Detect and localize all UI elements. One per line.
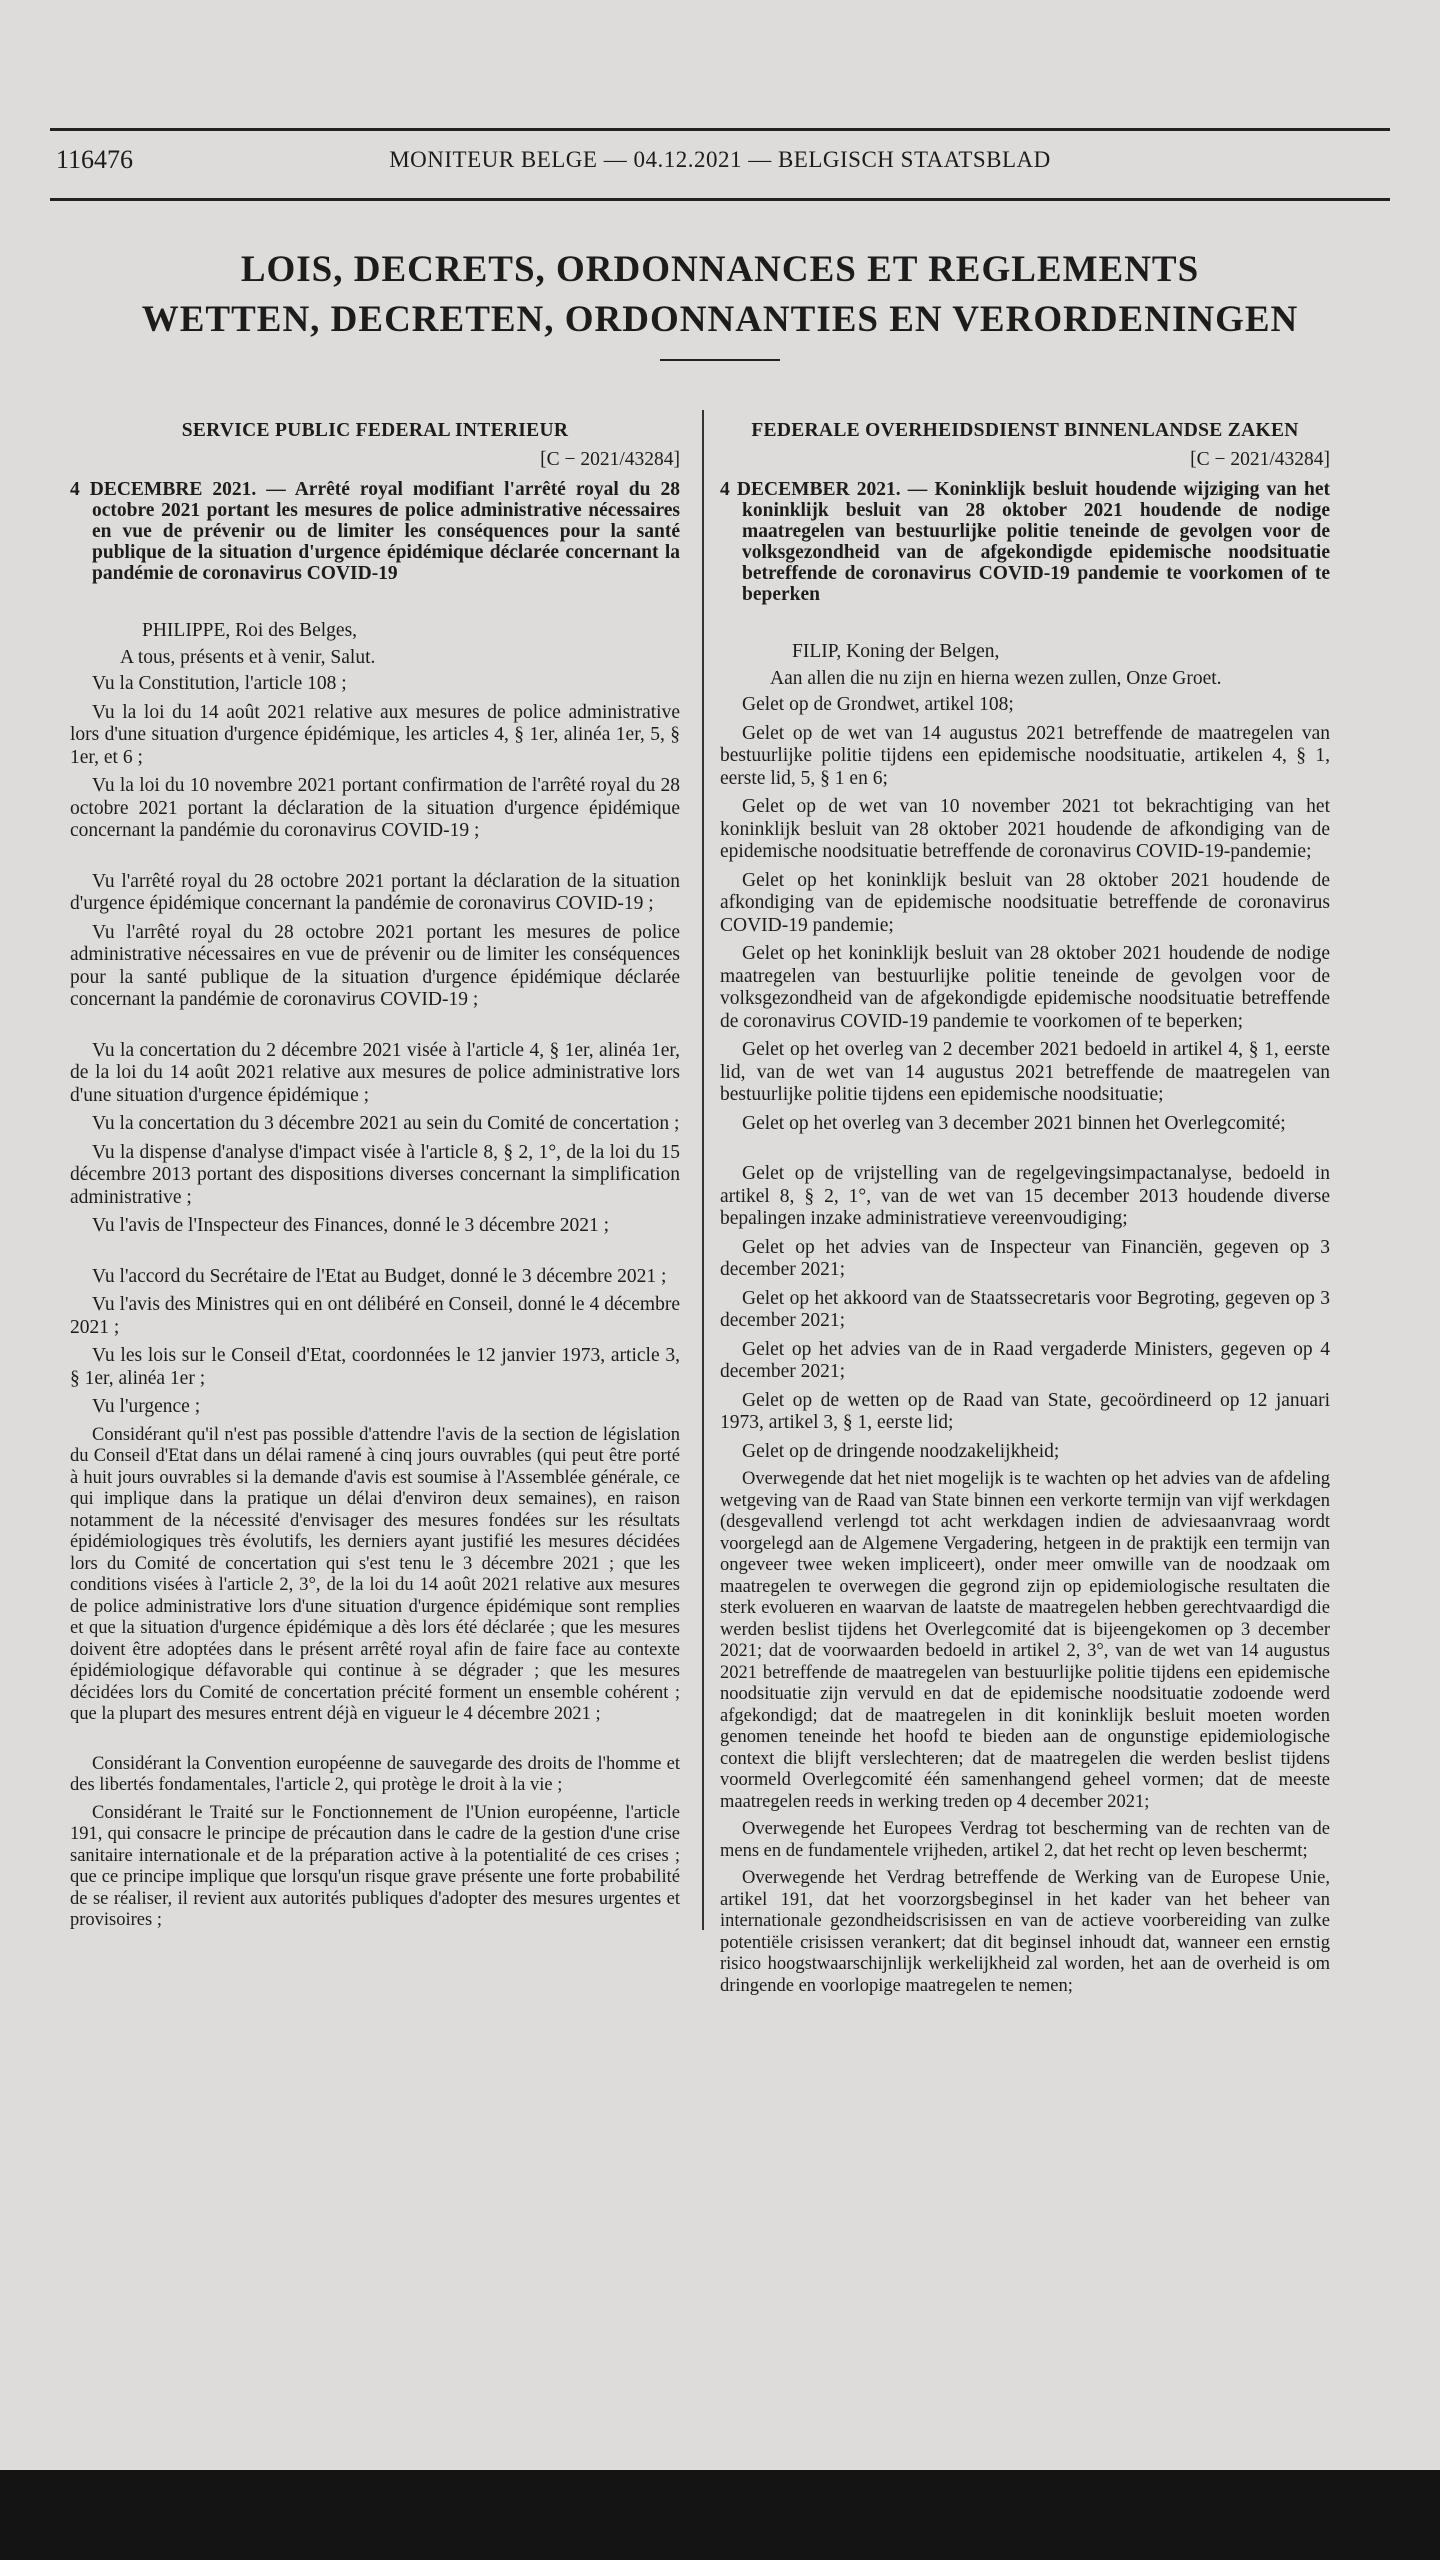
paragraph-nl: Overwegende dat het niet mogelijk is te wachten op het advies van de afdeling wetgeving van de Raad van State binnen een verkorte termijn van vijf werkdagen (desgevallend verlengd tot acht werkdagen indien de adviesaanvraag wordt voorgelegd aan de Algemene Vergadering, hetgeen in de praktijk een termijn van ongeveer twee weken impliceert), onder meer omwille van de noodzaak om maatregelen te overwegen die gegrond zijn op epidemiologische resultaten die sterk evolueren en waarvan de laatste de maatregelen hebben gerechtvaardigd die werden beslist tijdens het Overlegcomité dat is bijeengekomen op 3 december 2021; dat de voorwaarden bedoeld in artikel 2, 3°, van de wet van 14 augustus 2021 betreffende de maatregelen van bestuurlijke politie tijdens een epidemische noodsituatie zijn vervuld en dat de epidemische noodsituatie zodoende werd afgekondigd; dat de maatregelen in dit koninklijk besluit moeten worden genomen teneinde het hoofd te bieden aan de ongunstige epidemiologische context die blijft verslechteren; dat de maatregelen die werden beslist tijdens voormeld Overlegcomité één samenhangend geheel vormen; dat de meeste maatregelen reeds in werking treden op 4 december 2021; [720,1469,1330,1812]
king-nl: FILIP, Koning der Belgen, [792,641,1000,662]
title-nl: WETTEN, DECRETEN, ORDONNANTIES EN VERORDENINGEN [141,299,1299,340]
page-header [50,145,1390,185]
columns [70,410,1370,2410]
paragraph-nl: Gelet op het advies van de Inspecteur van Financiën, gegeven op 3 december 2021; [720,1236,1330,1280]
paragraph-nl: Gelet op de wetten op de Raad van State, gecoördineerd op 12 januari 1973, artikel 3, § 1, eerste lid; [720,1389,1330,1433]
paragraph-fr: Vu l'arrêté royal du 28 octobre 2021 portant la déclaration de la situation d'urgence épidémique concernant la pandémie de coronavirus COVID-19 ; [70,870,680,914]
department-fr: SERVICE PUBLIC FEDERAL INTERIEUR [181,420,569,441]
paragraph-fr: Vu l'avis des Ministres qui en ont délibéré en Conseil, donné le 4 décembre 2021 ; [70,1294,680,1338]
reference-fr: [C − 2021/43284] [540,448,680,470]
column-french [70,410,680,1938]
paragraph-nl: Gelet op het overleg van 2 december 2021 bedoeld in artikel 4, § 1, eerste lid, van de wet van 14 augustus 2021 betreffende de maatregelen van bestuurlijke politie tijdens een epidemische noodsituatie; [720,1039,1330,1105]
paragraph-nl: Gelet op de dringende noodzakelijkheid; [742,1440,1060,1462]
greeting-nl: Aan allen die nu zijn en hierna wezen zullen, Onze Groet. [770,667,1222,689]
paragraph-nl: Overwegende het Europees Verdrag tot bescherming van de rechten van de mens en de fundamentele vrijheden, artikel 2, dat het recht op leven beschermt; [720,1819,1330,1861]
paragraph-fr: Considérant le Traité sur le Fonctionnement de l'Union européenne, l'article 191, qui consacre le principe de précaution dans le cadre de la gestion d'une crise sanitaire internationale et de la préparation active à la potentialité de ces crises ; que ce principe implique que lorsqu'un risque grave présente une forte probabilité de se réaliser, il revient aux autorités publiques d'adopter des mesures urgentes et provisoires ; [70,1802,680,1930]
greeting-fr: A tous, présents et à venir, Salut. [120,646,376,668]
paragraph-fr: Vu l'avis de l'Inspecteur des Finances, donné le 3 décembre 2021 ; [92,1215,610,1236]
paragraph-fr: Vu l'accord du Secrétaire de l'Etat au Budget, donné le 3 décembre 2021 ; [92,1265,667,1287]
page-number: 116476 [56,145,134,174]
paragraph-fr: Vu la loi du 14 août 2021 relative aux mesures de police administrative lors d'une situation d'urgence épidémique, les articles 4, § 1er, alinéa 1er, 5, § 1er, et 6 ; [70,701,680,768]
paragraph-nl: Gelet op de wet van 14 augustus 2021 betreffende de maatregelen van bestuurlijke politie tijdens een epidemische noodsituatie, artikelen 4, § 1, eerste lid, 5, § 1 en 6; [720,722,1330,789]
paragraph-nl: Gelet op de Grondwet, artikel 108; [742,694,1014,715]
section-titles [50,245,1390,361]
paragraph-nl: Gelet op de wet van 10 november 2021 tot bekrachtiging van het koninklijk besluit van 28 oktober 2021 houdende de afkondiging van de epidemische noodsituatie betreffende de coronavirus COVID-19-pandemie; [720,796,1330,862]
column-divider [702,410,704,1930]
paragraph-fr: Considérant la Convention européenne de sauvegarde des droits de l'homme et des libertés fondamentales, l'article 2, qui protège le droit à la vie ; [70,1753,680,1795]
running-head: MONITEUR BELGE — 04.12.2021 — BELGISCH STAATSBLAD [389,147,1051,172]
paragraph-nl: Gelet op het akkoord van de Staatssecretaris voor Begroting, gegeven op 3 december 2021; [720,1287,1330,1331]
act-title-fr: 4 DECEMBRE 2021. — Arrêté royal modifiant l'arrêté royal du 28 octobre 2021 portant les mesures de police administrative nécessaires en vue de prévenir ou de limiter les conséquences pour la santé publique de la situation d'urgence épidémique déclarée concernant la pandémie de coronavirus COVID-19 [70,479,680,584]
paragraph-nl: Gelet op de vrijstelling van de regelgevingsimpactanalyse, bedoeld in artikel 8, § 2, 1°, van de wet van 15 december 2013 houdende diverse bepalingen inzake administratieve vereenvoudiging; [720,1163,1330,1229]
act-title-nl: 4 DECEMBER 2021. — Koninklijk besluit houdende wijziging van het koninklijk besluit van 28 oktober 2021 houdende de nodige maatregelen van bestuurlijke politie teneinde de gevolgen voor de volksgezondheid van de afgekondigde epidemische noodsituatie betreffende de coronavirus COVID-19 pandemie te voorkomen of te beperken [720,479,1330,605]
department-nl: FEDERALE OVERHEIDSDIENST BINNENLANDSE ZAKEN [751,420,1299,441]
paragraph-nl: Gelet op het advies van de in Raad vergaderde Ministers, gegeven op 4 december 2021; [720,1338,1330,1382]
paragraph-fr: Vu la dispense d'analyse d'impact visée à l'article 8, § 2, 1°, de la loi du 15 décembre 2013 portant des dispositions diverses concernant la simplification administrative ; [70,1141,680,1208]
reference-nl: [C − 2021/43284] [1190,448,1330,470]
paragraph-fr: Vu la concertation du 2 décembre 2021 visée à l'article 4, § 1er, alinéa 1er, de la loi du 14 août 2021 relative aux mesures de police administrative lors d'une situation d'urgence épidémique ; [70,1039,680,1106]
screen-bottom-edge [0,2470,1440,2560]
paragraph-nl: Overwegende het Verdrag betreffende de Werking van de Europese Unie, artikel 191, dat het voorzorgsbeginsel in het kader van het beheer van internationale gezondheidscrisissen en van de actieve voorbereiding van zulke potentiële crisissen verankert; dat dit beginsel inhoudt dat, wanneer een ernstig risico hoogstwaarschijnlijk werkelijkheid zal worden, het aan de overheid is om dringende en voorlopige maatregelen te nemen; [720,1868,1330,1996]
title-rule [660,359,780,361]
paragraph-fr: Vu les lois sur le Conseil d'Etat, coordonnées le 12 janvier 1973, article 3, § 1er, alinéa 1er ; [70,1345,680,1389]
paragraph-fr: Considérant qu'il n'est pas possible d'attendre l'avis de la section de législation du Conseil d'Etat dans un délai ramené à cinq jours ouvrables (qui peut être porté à huit jours ouvrables si la demande d'avis est soumise à l'Assemblée générale, ce qui implique dans la pratique un délai d'environ deux semaines), en raison notamment de la nécessité d'envisager des mesures fondées sur les résultats épidémiologiques très évolutifs, les derniers ayant justifié les mesures décidées lors du Comité de concertation qui s'est tenu le 3 décembre 2021 ; que les conditions visées à l'article 2, 3°, de la loi du 14 août 2021 relative aux mesures de police administrative lors d'une situation d'urgence épidémique sont remplies et que la situation d'urgence épidémique a dès lors été déclarée ; que les mesures doivent être adoptées dans le présent arrêté royal afin de faire face au contexte épidémiologique défavorable qui continue à se dégrader ; que les mesures décidées lors du Comité de concertation précité forment un ensemble cohérent ; que la plupart des mesures entrent déjà en vigueur le 4 décembre 2021 ; [70,1424,680,1724]
column-dutch [720,410,1330,2003]
title-fr: LOIS, DECRETS, ORDONNANCES ET REGLEMENTS [240,249,1200,290]
paragraph-nl: Gelet op het koninklijk besluit van 28 oktober 2021 houdende de afkondiging van de epidemische noodsituatie betreffende de coronavirus COVID-19 pandemie; [720,869,1330,936]
paragraph-fr: Vu la Constitution, l'article 108 ; [92,673,347,694]
paragraph-fr: Vu l'urgence ; [92,1396,201,1417]
paragraph-fr: Vu la concertation du 3 décembre 2021 au sein du Comité de concertation ; [92,1113,680,1134]
paragraph-fr: Vu la loi du 10 novembre 2021 portant confirmation de l'arrêté royal du 28 octobre 2021 portant la déclaration de la situation d'urgence épidémique concernant la pandémie du coronavirus COVID-19 ; [70,775,680,841]
paragraph-nl: Gelet op het overleg van 3 december 2021 binnen het Overlegcomité; [742,1112,1286,1134]
header-rule [50,198,1390,201]
paragraph-fr: Vu l'arrêté royal du 28 octobre 2021 portant les mesures de police administrative nécessaires en vue de prévenir ou de limiter les conséquences pour la santé publique de la situation d'urgence épidémique déclarée concernant la pandémie de coronavirus COVID-19 ; [70,921,680,1010]
king-fr: PHILIPPE, Roi des Belges, [142,620,358,641]
top-rule [50,128,1390,131]
paragraph-nl: Gelet op het koninklijk besluit van 28 oktober 2021 houdende de nodige maatregelen van bestuurlijke politie teneinde de gevolgen voor de volksgezondheid van de afgekondigde epidemische noodsituatie betreffende de coronavirus COVID-19 pandemie te voorkomen of te beperken; [720,943,1330,1032]
